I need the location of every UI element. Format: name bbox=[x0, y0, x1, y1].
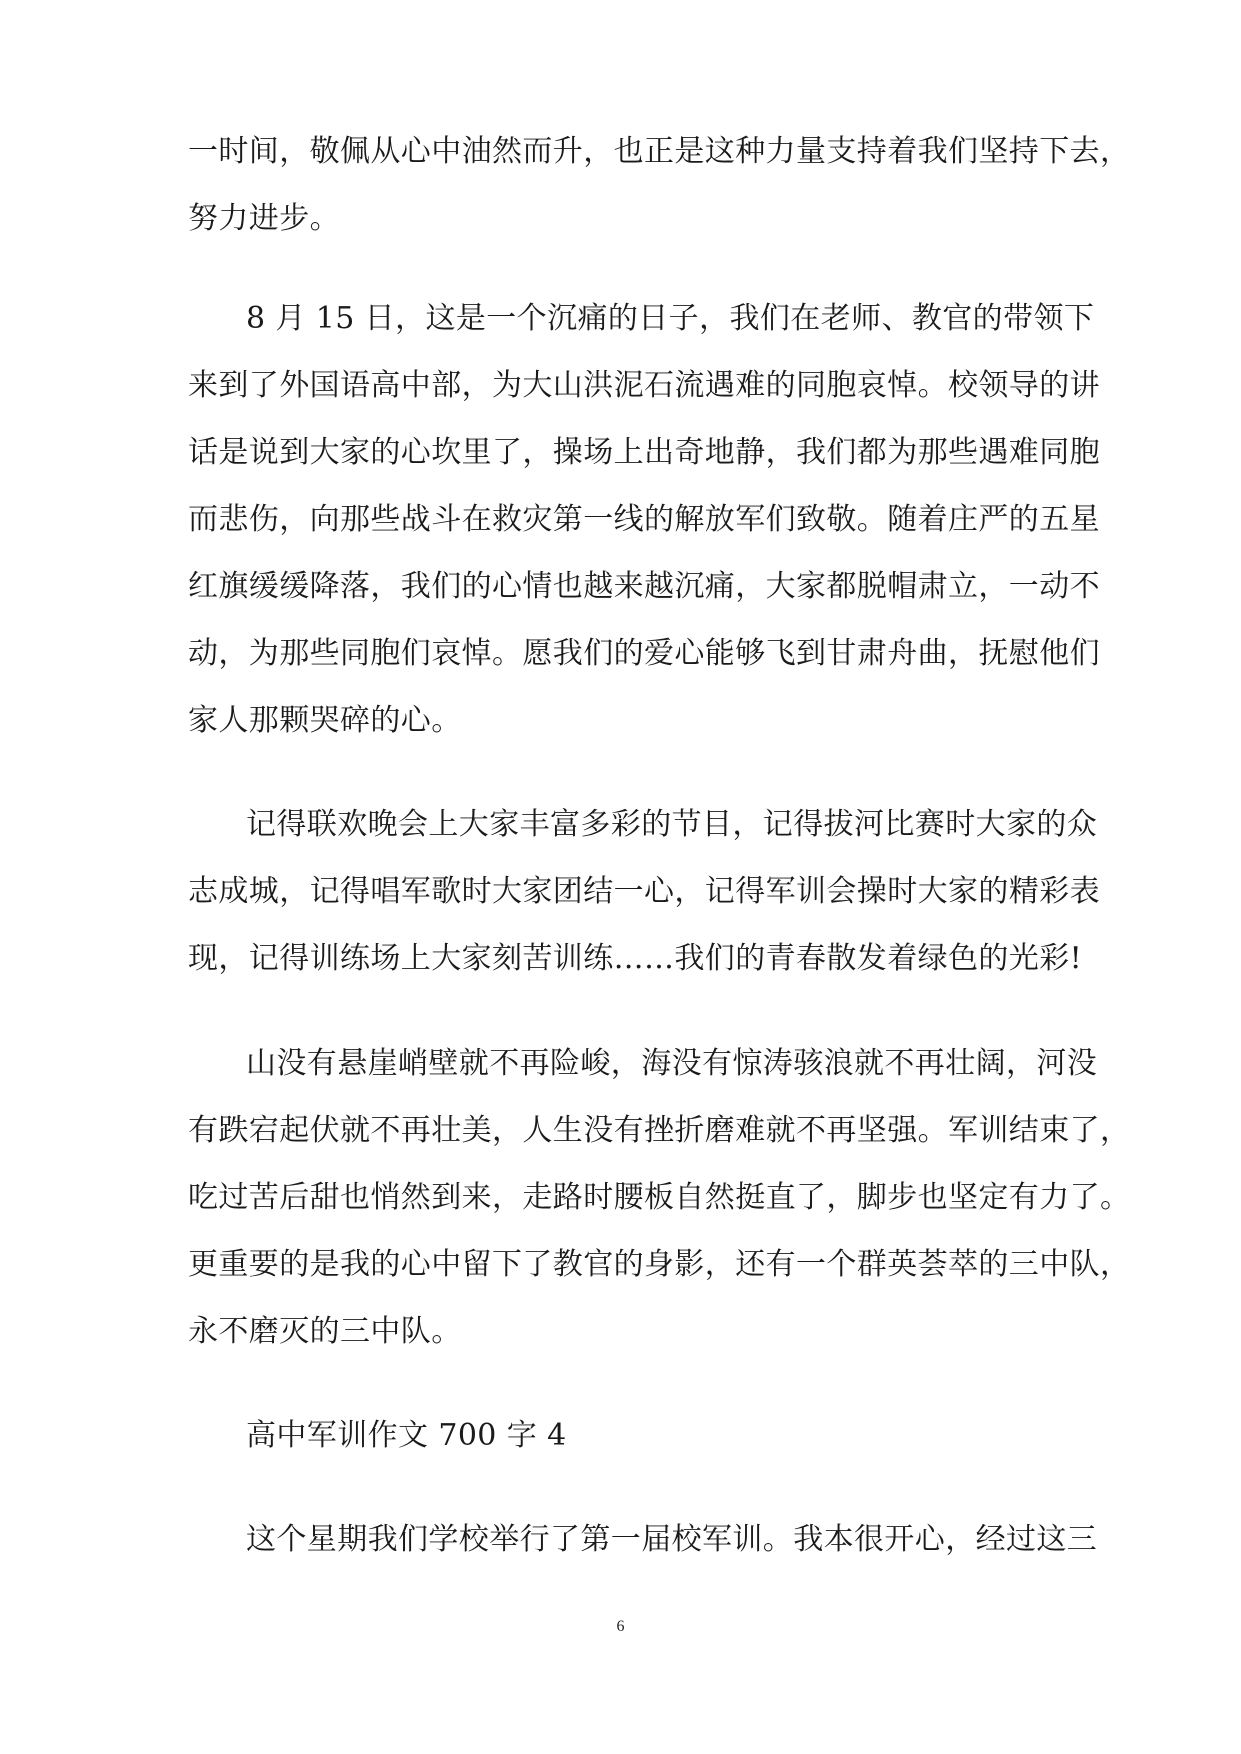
paragraph-line: 努力进步。 bbox=[188, 201, 340, 236]
paragraph-line: 志成城，记得唱军歌时大家团结一心，记得军训会操时大家的精彩表 bbox=[188, 874, 1100, 909]
paragraph-line: 记得联欢晚会上大家丰富多彩的节目，记得拔河比赛时大家的众 bbox=[246, 807, 1098, 842]
paragraph-line: 有跌宕起伏就不再壮美，人生没有挫折磨难就不再坚强。军训结束了， bbox=[188, 1113, 1131, 1148]
page-number: 6 bbox=[616, 1618, 625, 1635]
paragraph-line: 永不磨灭的三中队。 bbox=[188, 1314, 462, 1349]
paragraph-line: 山没有悬崖峭壁就不再险峻，海没有惊涛骇浪就不再壮阔，河没 bbox=[246, 1046, 1098, 1081]
paragraph-line: 8 月 15 日，这是一个沉痛的日子，我们在老师、教官的带领下 bbox=[246, 301, 1095, 336]
paragraph-line: 家人那颗哭碎的心。 bbox=[188, 703, 462, 738]
paragraph-line: 来到了外国语高中部，为大山洪泥石流遇难的同胞哀悼。校领导的讲 bbox=[188, 368, 1100, 403]
paragraph-line: 一时间，敬佩从心中油然而升，也正是这种力量支持着我们坚持下去， bbox=[188, 134, 1131, 169]
paragraph-line: 更重要的是我的心中留下了教官的身影，还有一个群英荟萃的三中队， bbox=[188, 1247, 1131, 1282]
paragraph-line: 话是说到大家的心坎里了，操场上出奇地静，我们都为那些遇难同胞 bbox=[188, 435, 1100, 470]
paragraph-line: 而悲伤，向那些战斗在救灾第一线的解放军们致敬。随着庄严的五星 bbox=[188, 502, 1100, 537]
paragraph-line: 这个星期我们学校举行了第一届校军训。我本很开心，经过这三 bbox=[246, 1522, 1098, 1557]
paragraph-line: 动，为那些同胞们哀悼。愿我们的爱心能够飞到甘肃舟曲，抚慰他们 bbox=[188, 636, 1100, 671]
paragraph-line: 吃过苦后甜也悄然到来，走路时腰板自然挺直了，脚步也坚定有力了。 bbox=[188, 1180, 1131, 1215]
paragraph-line: 红旗缓缓降落，我们的心情也越来越沉痛，大家都脱帽肃立，一动不 bbox=[188, 569, 1100, 604]
section-heading: 高中军训作文 700 字 4 bbox=[246, 1418, 567, 1453]
paragraph-line: 现，记得训练场上大家刻苦训练……我们的青春散发着绿色的光彩! bbox=[188, 941, 1083, 976]
